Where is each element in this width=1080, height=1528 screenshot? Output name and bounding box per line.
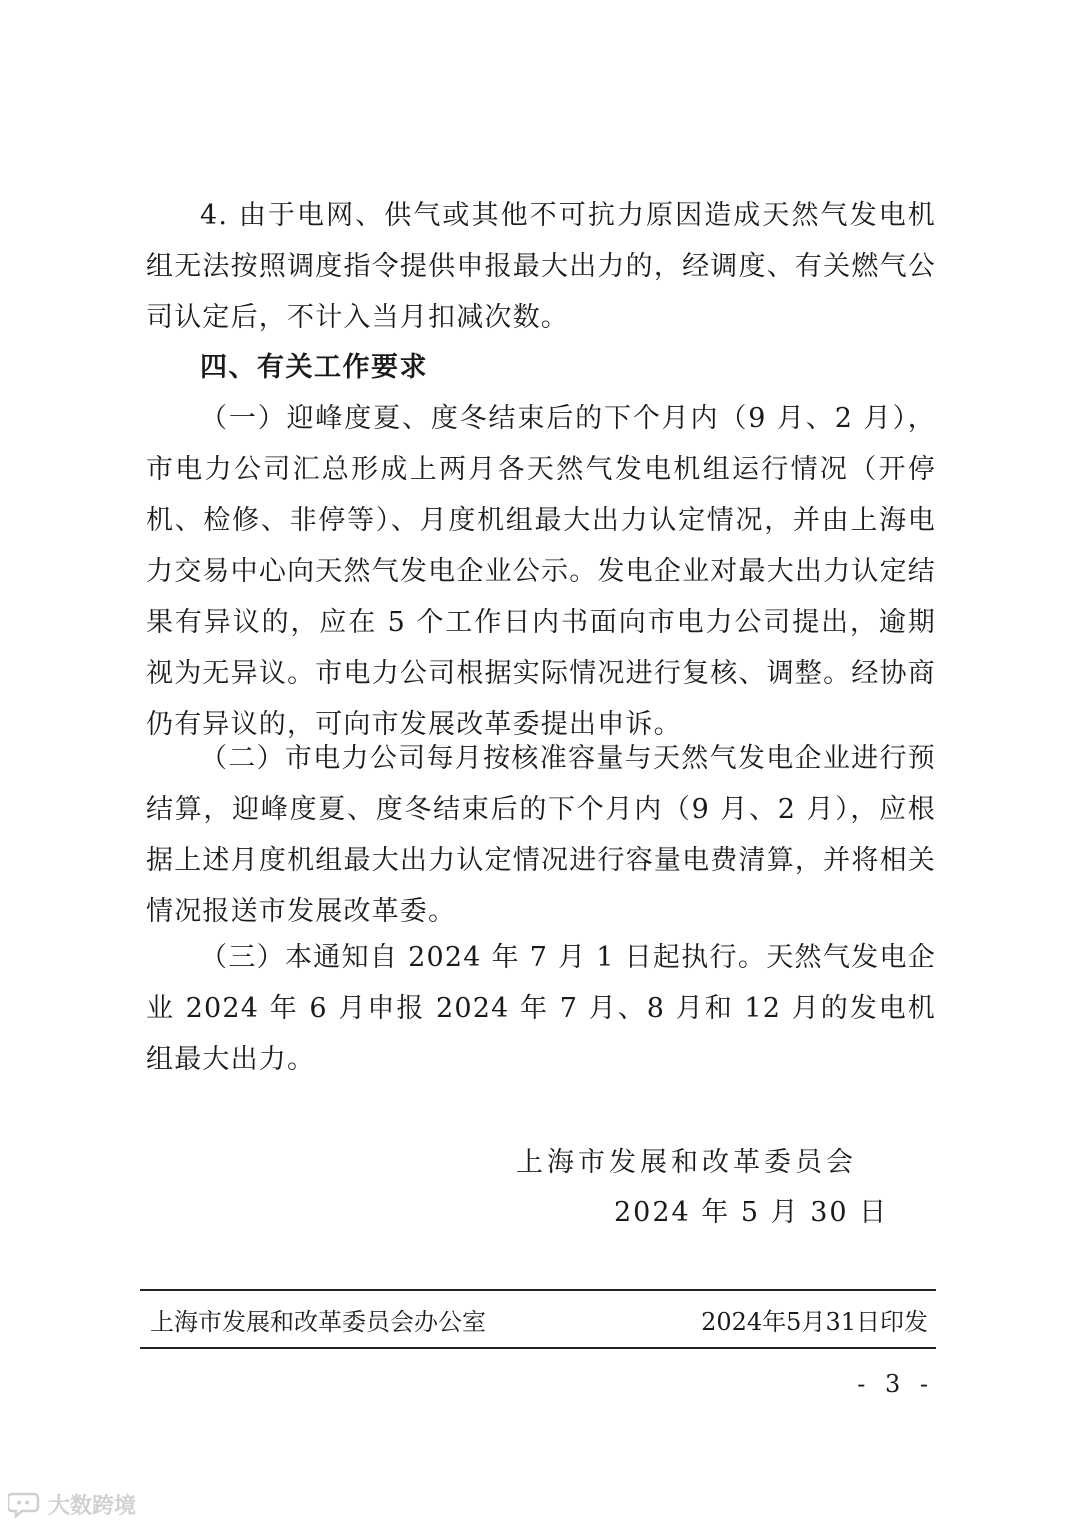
footer-office: 上海市发展和改革委员会办公室 <box>150 1308 486 1336</box>
signature-date: 2024 年 5 月 30 日 <box>614 1197 889 1228</box>
watermark-text: 大数跨境 <box>48 1493 137 1519</box>
paragraph-item-1: （一）迎峰度夏、度冬结束后的下个月内（9 月、2 月），市电力公司汇总形成上两月各天然气发电机组运行情况（开停机、检修、非停等）、月度机组最大出力认定情况，并由上海电力交易中心向天然气发电企业公示。发电企业对最大出力认定结果有异议的，应在 5 个工作日内书面向市电力公司提出，逾期视为无异议。市电力公司根据实际情况进行复核、调整。经协商仍有异议的，可向市发展改革委提出申诉。 <box>146 403 936 740</box>
paragraph-item-2: （二）市电力公司每月按核准容量与天然气发电企业进行预结算，迎峰度夏、度冬结束后的下个月内（9 月、2 月），应根据上述月度机组最大出力认定情况进行容量电费清算，并将相关情况报送市发展改革委。 <box>146 743 936 927</box>
section-heading-work-requirements: 四、有关工作要求 <box>200 352 428 383</box>
footer-print-date: 2024年5月31日印发 <box>701 1308 928 1336</box>
footer-bottom-rule <box>140 1347 936 1349</box>
signature-organization: 上海市发展和改革委员会 <box>516 1147 857 1178</box>
chat-bubble-icon <box>8 1490 42 1518</box>
paragraph-4: 4. 由于电网、供气或其他不可抗力原因造成天然气发电机组无法按照调度指令提供申报最大出力的，经调度、有关燃气公司认定后，不计入当月扣减次数。 <box>146 200 936 333</box>
footer-top-rule <box>140 1289 936 1291</box>
paragraph-item-3: （三）本通知自 2024 年 7 月 1 日起执行。天然气发电企业 2024 年 6 月申报 2024 年 7 月、8 月和 12 月的发电机组最大出力。 <box>146 942 936 1075</box>
page-number: - 3 - <box>857 1370 934 1398</box>
watermark <box>8 1488 136 1520</box>
